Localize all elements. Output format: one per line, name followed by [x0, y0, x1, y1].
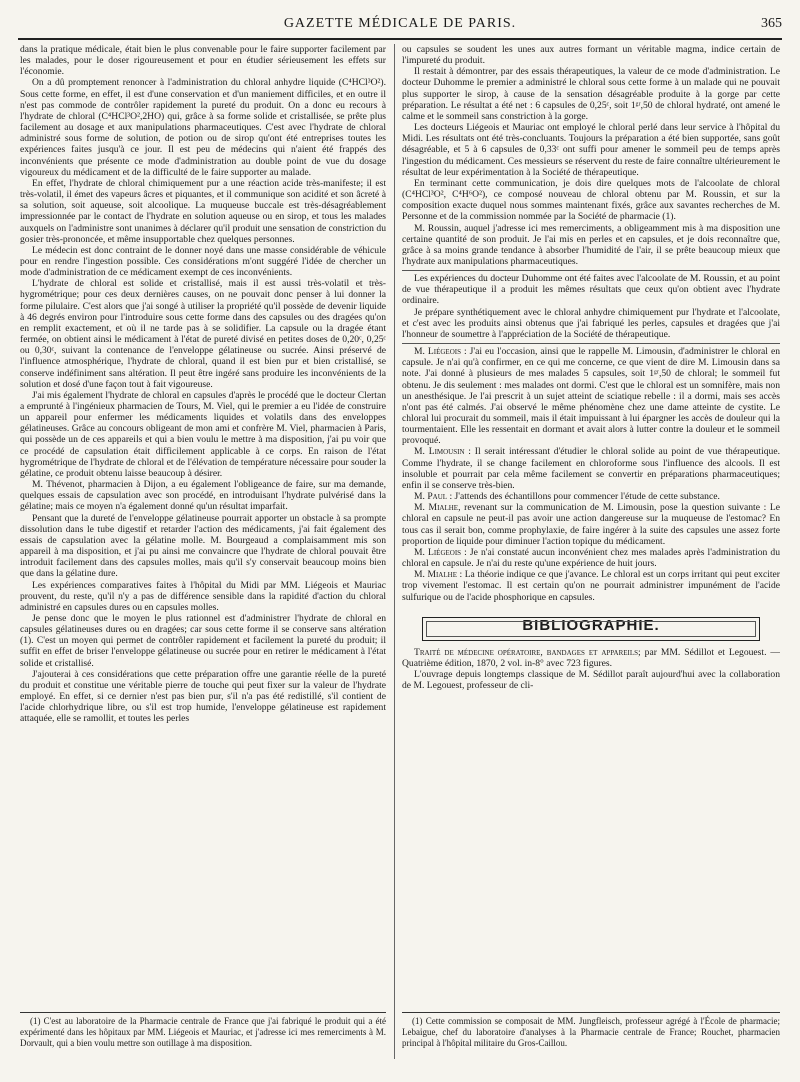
speaker-name: M. Limousin :: [414, 446, 471, 458]
paragraph: Je pense donc que le moyen le plus rationnel est d'administrer l'hydrate de chloral en capsules gélatineuses dures ou en dragées; car sous cette forme il se conserve sans altération (1). C'est un moyen qui permet de contrôler rapidement et facilement la pureté du produit; il suffit en effet de briser l'enveloppe gélatineuse ou sucrée pour en retirer le médicament à l'état solide et cristallisé.: [20, 612, 386, 669]
bibliography-heading-box: [422, 617, 760, 641]
left-column: [20, 44, 386, 1012]
paragraph: En terminant cette communication, je dois dire quelques mots de l'alcoolate de chloral (C⁴HCl³O², C⁴H⁶O²), ce composé nouveau de chloral obtenu par M. Roussin, et sur la composition exacte duquel nous sommes maintenant fixés, grâce aux savantes recherches de M. Personne et de la commission nommée par la Société de pharmacie (1).: [402, 177, 780, 223]
paragraph: Pensant que la dureté de l'enveloppe gélatineuse pourrait apporter un obstacle à sa prompte dissolution dans le tube digestif et retarder l'action des médicaments, j'ai fait également des essais de capsulation avec la gélatine molle. M. Bourgeaud a complaisamment mis son appareil à ma disposition, et j'ai pu ainsi me convaincre que l'hydrate de chloral pouvait être introduit facilement dans des capsules molles, mais qu'il s'y conservait beaucoup moins bien que dans la gélatine dure.: [20, 512, 386, 580]
discussion-entry: [402, 343, 780, 446]
bibliography-heading: BIBLIOGRAPHIE.: [522, 616, 660, 634]
speech-text: Il serait intéressant d'étudier le chloral solide au point de vue thérapeutique. Comme l'hydrate, il se change facilement en chloroforme sous l'influence des alcools. Il est insoluble et pourrait par cela même facilement se convertir en préparations pharmaceutiques; enfin il se conserve très-bien.: [402, 446, 780, 491]
paragraph: Les expériences du docteur Duhomme ont été faites avec l'alcoolate de M. Roussin, et au point de vue thérapeutique il a produit les mêmes résultats que ceux qu'on obtient avec l'hydrate ordinaire.: [402, 270, 780, 306]
speaker-name: M. Paul :: [414, 491, 453, 503]
page-header: [18, 8, 782, 40]
footnote-left: [20, 1016, 386, 1048]
paragraph: J'ai mis également l'hydrate de chloral en capsules d'après le procédé que le docteur Clertan a emprunté à l'ingénieux pharmacien de Tours, M. Viel, qui le premier a eu l'idée de construire un appareil pour enfermer les médicaments liquides et volatils dans des enveloppes gélatineuses. Grâce au concours obligeant de mon ami et confrère M. Viel, pharmacien à Paris, qui possède un de ces appareils et qui a bien voulu le mettre à ma disposition, j'ai pu voir que ce procédé de capsulation était difficilement applicable à ce corps. En raison de l'état hygrométrique de l'hydrate de chloral et de l'élévation de température nécessaire pour souder la gélatine, ce produit obtenu laisse beaucoup à désirer.: [20, 389, 386, 479]
discussion-entry: [402, 491, 780, 502]
page-number: 365: [761, 16, 782, 31]
discussion-entry: [402, 502, 780, 547]
discussion-entry: [402, 569, 780, 602]
paragraph: ou capsules se soudent les unes aux autres formant un véritable magma, indice certain de l'impureté du produit.: [402, 44, 780, 67]
speech-text: revenant sur la communication de M. Limousin, pose la question suivante : Le chloral en capsule ne peut-il pas avoir une action dangereuse sur la muqueuse de l'estomac? En tous cas il serait bon, comme prophylaxie, de faire ingérer à la suite des capsules une assez forte proportion de liquide pour diminuer l'action topique du médicament.: [402, 502, 780, 547]
speech-text: La théorie indique ce que j'avance. Le chloral est un corps irritant qui peut exciter trop vivement l'estomac. Il est certain qu'on ne pourrait administrer impunément de l'acide sulfurique ou de l'acide phosphorique en capsules.: [402, 569, 780, 603]
paragraph: L'hydrate de chloral est solide et cristallisé, mais il est aussi très-volatil et très-hygrométrique; pour ces deux dernières causes, on ne pouvait donc penser à lui donner la forme pilulaire. C'est alors que j'ai songé à utiliser la propriété qu'il possède de devenir liquide à 46 degrés environ pour l'introduire sous cette forme dans des capsules ou des dragées qu'on en remplit exactement, et où il ne tarde pas à se solidifier. La capsule ou la dragée étant fermée, on obtient ainsi le médicament à l'état de pureté divisé en petites doses de 0,20ᶜ, 0,25ᶜ ou 0,30ᶜ, suivant la contenance de l'enveloppe gélatineuse ou sucrée. Ainsi préservé de l'influence atmosphérique, l'hydrate de chloral, quand il est bien pur et bien cristallisé, se conserve indéfiniment sans altération. Il peut être ingéré sans produire les inconvénients de la solution et dosé d'une façon tout à fait vigoureuse.: [20, 278, 386, 390]
right-column: [402, 44, 780, 1012]
paragraph: Les docteurs Liégeois et Mauriac ont employé le chloral perlé dans leur service à l'hôpital du Midi. Les résultats ont été très-concluants. Toujours la préparation a été bien supportée, sans goût désagréable, et 5 à 6 capsules de 0,33ᶜ ont suffi pour amener le sommeil peu de temps après l'ingestion du médicament. Ces messieurs se réservent du reste de faire connaître ultérieurement le résultat de leur expérimentation à la Société de thérapeutique.: [402, 122, 780, 178]
speaker-name: M. Mialhe,: [414, 502, 461, 514]
bibliography-entry: [402, 647, 780, 669]
discussion-entry: [402, 446, 780, 491]
paragraph: Je prépare synthétiquement avec le chloral anhydre chimiquement pur l'hydrate et l'alcoolate, et c'est avec les produits ainsi obtenus que j'ai fabriqué les perles, capsules et dragées que j'ai l'honneur de soumettre à l'appréciation de la Société de thérapeutique.: [402, 306, 780, 340]
paragraph: Les expériences comparatives faites à l'hôpital du Midi par MM. Liégeois et Mauriac prouvent, du reste, qu'il n'y a pas de différence sensible dans la rapidité d'action du chloral administré en capsules dures ou en capsules molles.: [20, 579, 386, 613]
journal-title: GAZETTE MÉDICALE DE PARIS.: [283, 16, 517, 31]
speaker-name: M. Mialhe :: [414, 569, 463, 581]
footnote-text: (1) Cette commission se composait de MM. Jungfleisch, professeur agrégé à l'École de pharmacie; Lebaigue, chef du laboratoire d'analyses à la Pharmacie centrale de France; Rouchet, pharmacien principal à l'hôpital militaire du Gros-Caillou.: [402, 1016, 780, 1048]
paragraph: dans la pratique médicale, était bien le plus convenable pour le faire supporter facilement par les malades, pour le doser rigoureusement et pour en étudier sérieusement les effets sur l'économie.: [20, 44, 386, 78]
footnote-right: [402, 1016, 780, 1048]
speech-text: Je n'ai constaté aucun inconvénient chez mes malades après l'administration du chloral en capsule. Je n'ai du reste qu'une expérience de huit jours.: [402, 546, 780, 570]
speech-text: J'ai eu l'occasion, ainsi que le rappelle M. Limousin, d'administrer le chloral en capsule. Je n'ai qu'à confirmer, en ce qui me concerne, ce que vient de dire M. Limousin dans sa note. J'ai donné à plusieurs de mes malades 5 capsules, soit 1ᵍʳ,50 de chloral; le sommeil fut obtenu. Je dis seulement : mes malades ont dormi. C'est que le chloral est un somnifère, mais non un anesthésique. Je l'ai prescrit à un sujet atteint de sciatique rebelle : il a dormi, mais ses accès n'ont pas été calmés. J'ai observé le même phénomène chez une dame atteinte de cystite. Le chloral lui procurait du sommeil, mais il était impuissant à lui épargner les accès de douleur qui la tourmentaient. Elle les ressentait en dormant et avait alors à lutter contre la douleur et le sommeil provoqué.: [402, 346, 780, 447]
paragraph: M. Thévenot, pharmacien à Dijon, a eu également l'obligeance de faire, sur ma demande, quelques essais de capsulation avec son procédé, en introduisant l'hydrate pulvérisé dans la gélatine; mais ce moyen n'a également donné qu'un résultat imparfait.: [20, 479, 386, 513]
discussion-entry: [402, 547, 780, 569]
speech-text: J'attends des échantillons pour commencer l'étude de cette substance.: [454, 491, 720, 503]
paragraph: J'ajouterai à ces considérations que cette préparation offre une garantie réelle de la pureté du produit et constitue une véritable pierre de touche qui peut fixer sur la valeur de l'hydrate employé. En effet, si ce dernier n'est pas bien pur, s'il n'a pas été redistillé, s'il contient de l'acide chlorhydrique libre, ou s'il est trop humide, l'enveloppe gélatineuse est rapidement attaquée, elle se ramollit, et toutes les perles: [20, 668, 386, 725]
footnote-rule-left: [20, 1012, 386, 1013]
paragraph: L'ouvrage depuis longtemps classique de M. Sédillot paraît aujourd'hui avec la collaboration de M. Legouest, professeur de cli-: [402, 668, 780, 692]
paragraph: En effet, l'hydrate de chloral chimiquement pur a une réaction acide très-manifeste; il est très-volatil, il émet des vapeurs âcres et piquantes, et il communique son acidité et son âcreté à sa solution, soit aqueuse, soit alcoolique. La muqueuse buccale est très-désagréablement impressionnée par le contact de l'hydrate en solution aqueuse ou en sirop, et tous les malades auxquels on l'administre sont unanimes à déclarer qu'il produit une sensation de constriction du gosier très-prononcée, et même insupportable chez quelques personnes.: [20, 177, 386, 245]
footnote-rule-right: [402, 1012, 780, 1013]
speaker-name: M. Liégeois :: [414, 546, 467, 558]
paragraph: M. Roussin, auquel j'adresse ici mes remerciments, a obligeamment mis à ma disposition une certaine quantité de son produit. Je l'ai mis en perles et en capsules, et je dois reconnaître que, grâce à sa moins grande tendance à absorber l'humidité de l'air, il se prête beaucoup mieux que l'hydrate aux manipulations pharmaceutiques.: [402, 222, 780, 267]
paragraph: On a dû promptement renoncer à l'administration du chloral anhydre liquide (C⁴HCl³O²). Sous cette forme, en effet, il est d'une conservation et d'un maniement difficiles, et en outre il n'est pas commode de contrôler rapidement la pureté du produit. On a donc eu recours à l'hydrate de chloral (C⁴HCl³O²,2HO) qui, grâce à sa forme solide et cristallisée, se prête plus facilement au dosage et aux manipulations pharmaceutiques. C'est avec l'hydrate de chloral administré sous forme de solution, de potion ou de sirop qu'ont été entreprises toutes les expériences faites jusqu'à ce jour. Il est peu de médecins qui n'aient été frappés des inconvénients que présente ce mode d'administration au double point de vue du dosage vigoureux du médicament et de la difficulté de le faire supporter au malade.: [20, 77, 386, 178]
paragraph: Il restait à démontrer, par des essais thérapeutiques, la valeur de ce mode d'administration. Le docteur Duhomme le premier a administré le chloral sous cette forme à un malade qui ne pouvait plus supporter le sirop, à cause de la sensation désagréable produite à la gorge par cette préparation. Le résultat a été net : 6 capsules de 0,25ᶜ, soit 1ᵍʳ,50 de chloral hydraté, ont amené le calme et le sommeil sans constriction à la gorge.: [402, 66, 780, 122]
speaker-name: M. Liégeois :: [414, 346, 467, 358]
paragraph: Le médecin est donc contraint de le donner noyé dans une masse considérable de véhicule pour en rendre l'ingestion possible. Ces considérations m'ont suggéré l'idée de chercher un mode d'administration de ce médicament exempt de ces inconvénients.: [20, 244, 386, 279]
column-divider: [394, 44, 395, 1059]
book-details: par MM. Sédillot et Legouest. — Quatrième édition, 1870, 2 vol. in-8° avec 723 figures.: [402, 646, 780, 669]
footnote-text: (1) C'est au laboratoire de la Pharmacie centrale de France que j'ai fabriqué le produit qui a été expérimenté dans les hôpitaux par MM. Liégeois et Mauriac, et j'adresse ici mes remerciments à M. Dorvault, qui a bien voulu mettre son outillage à ma disposition.: [20, 1016, 386, 1048]
book-title: Traité de médecine opératoire, bandages et appareils;: [414, 646, 641, 658]
